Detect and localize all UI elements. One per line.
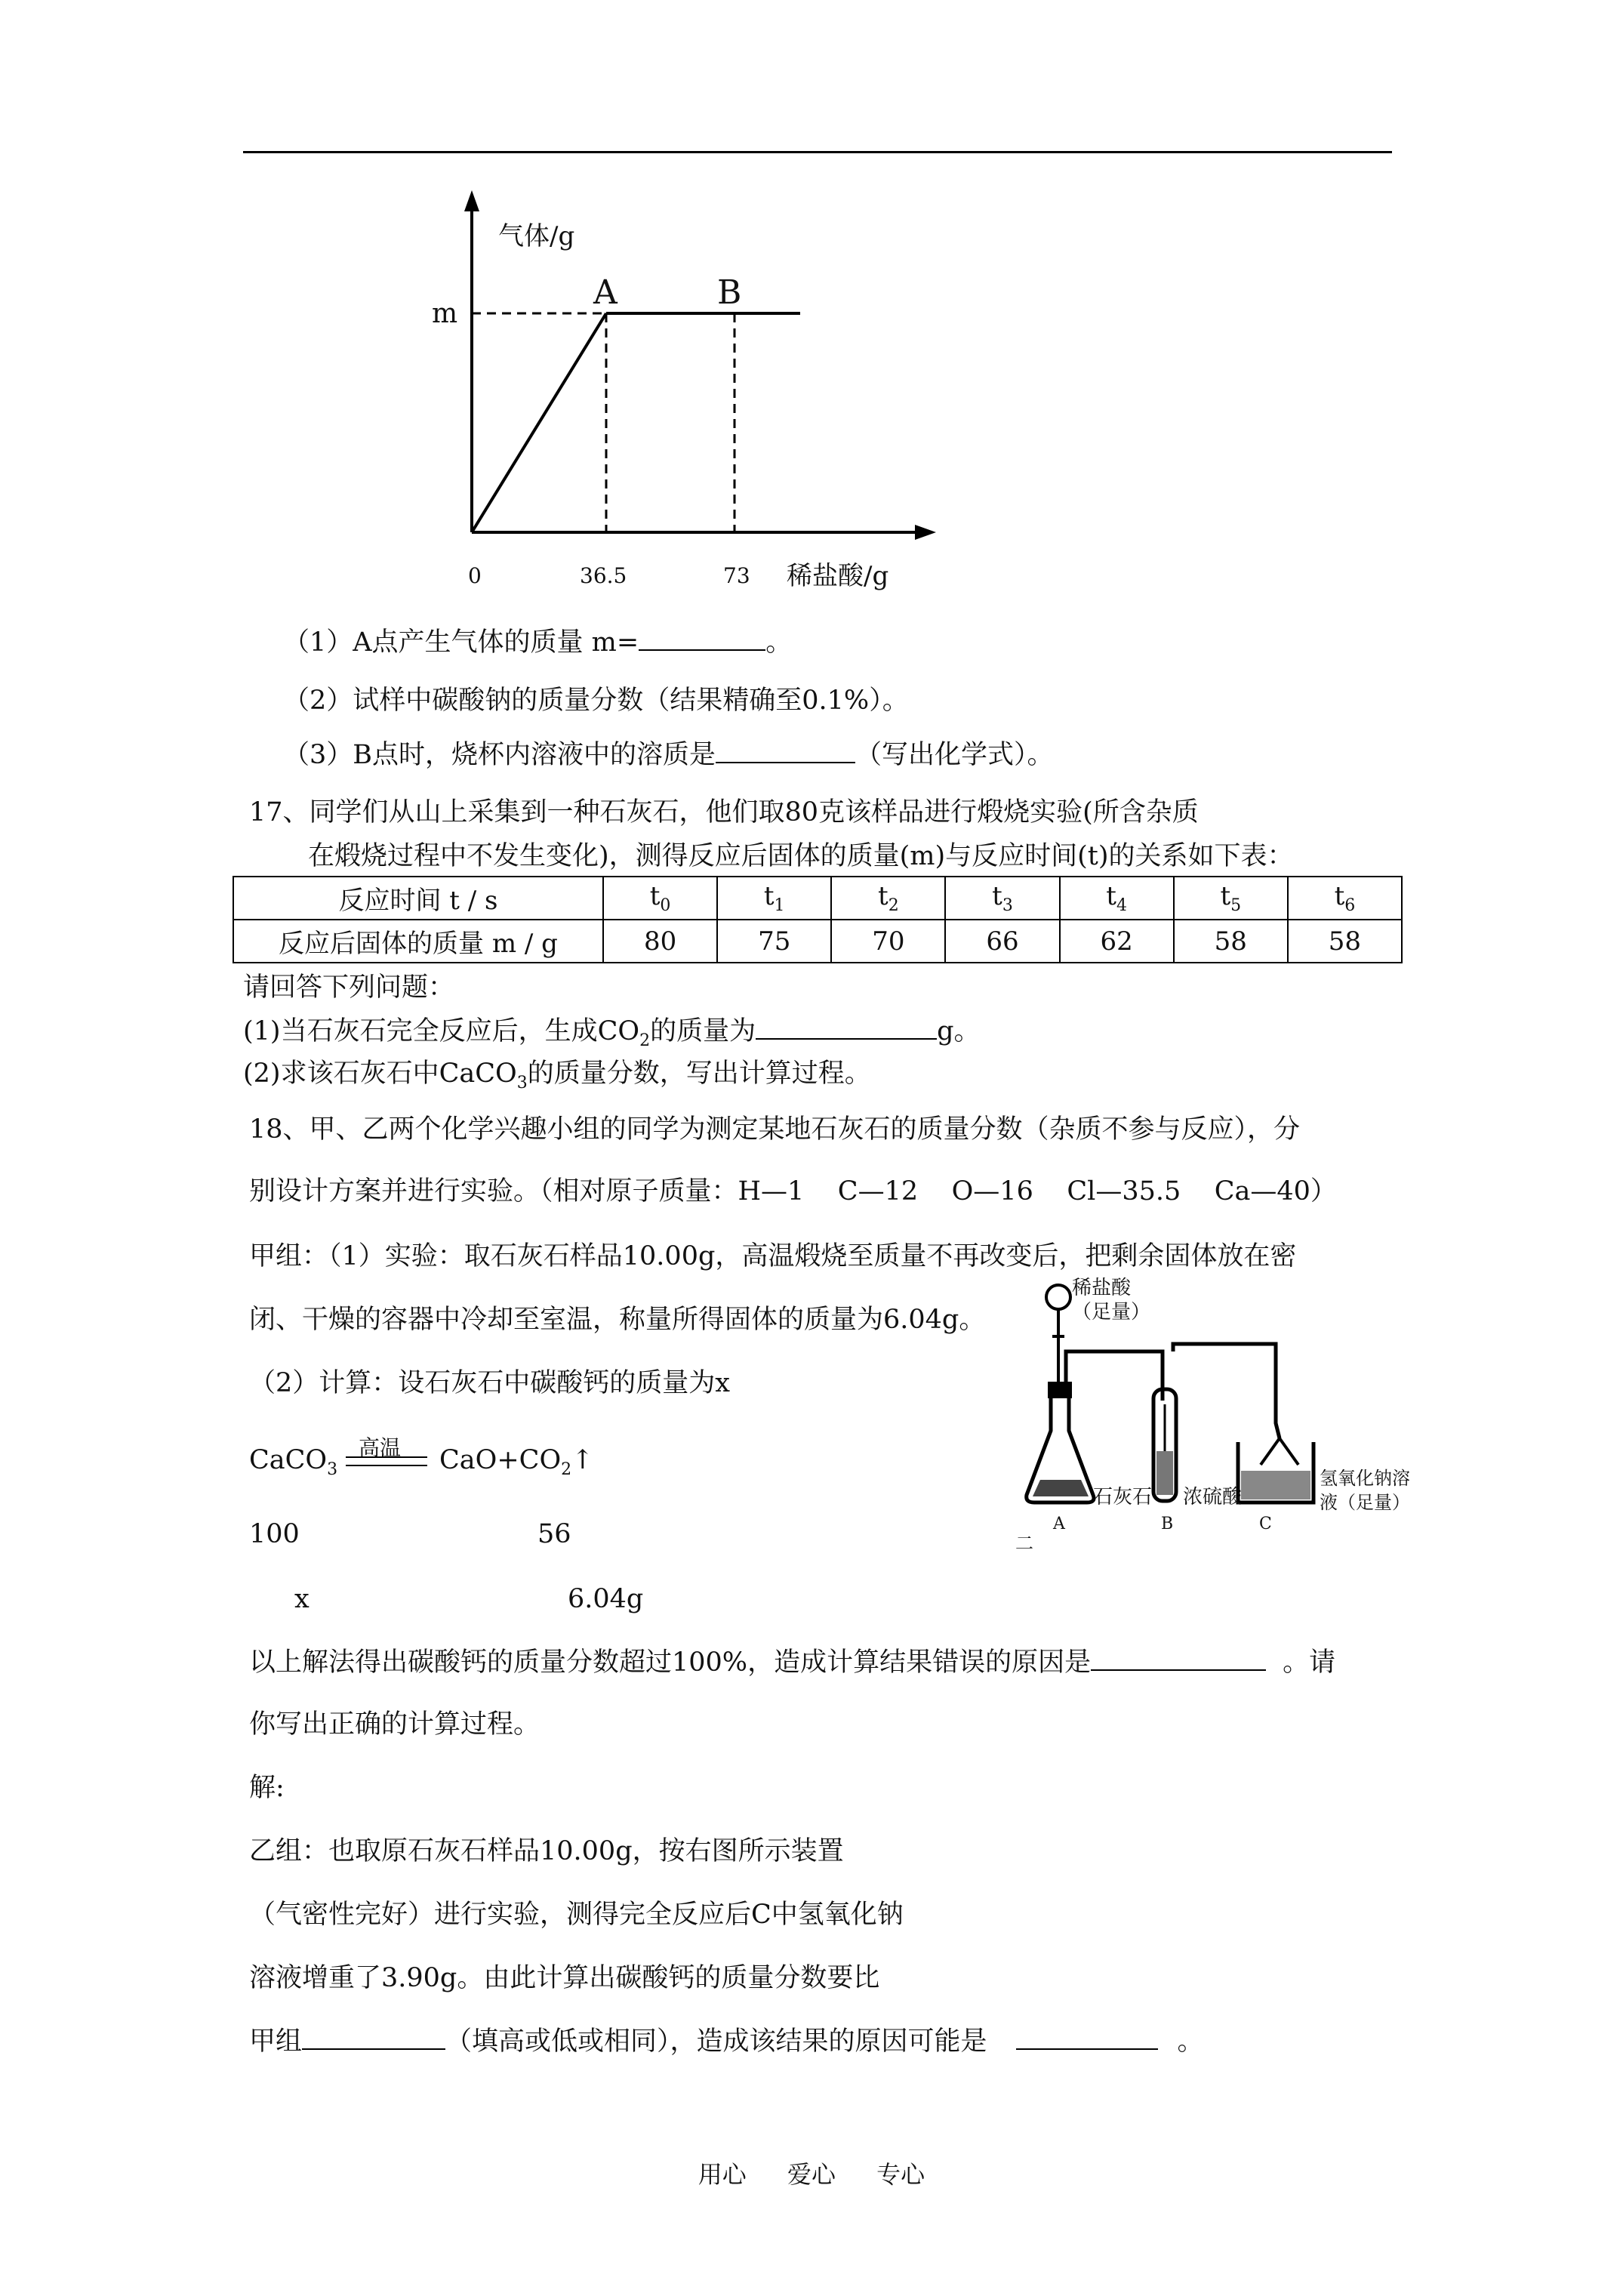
point-b-label: B	[717, 273, 742, 312]
q18-line1: 18、甲、乙两个化学兴趣小组的同学为测定某地石灰石的质量分数（杂质不参与反应），分	[249, 1114, 1301, 1145]
sulfuric-label: 浓硫酸	[1183, 1486, 1243, 1509]
x-axis-label: 稀盐酸/g	[787, 561, 889, 591]
table-row	[233, 877, 1402, 920]
q18-line12: 甲组 （填高或低或相同），造成该结果的原因可能是 。	[249, 2026, 1204, 2057]
q17-line2: 在煅烧过程中不发生变化)，测得反应后固体的质量(m)与反应时间(t)的关系如下表：	[308, 841, 1294, 871]
q17-line1: 17、同学们从山上采集到一种石灰石，他们取80克该样品进行煅烧实验(所含杂质	[249, 797, 1199, 827]
point-a-label: A	[593, 273, 617, 312]
label-b: B	[1161, 1515, 1174, 1533]
eq-x: x	[294, 1584, 310, 1614]
q16-part3-end: （写出化学式）。	[855, 740, 1054, 770]
q18-line6: 以上解法得出碳酸钙的质量分数超过100%，造成计算结果错误的原因是 。请	[249, 1647, 1336, 1678]
table-cell-m0: 80	[603, 920, 717, 963]
tube-a-b	[1066, 1351, 1163, 1401]
eq-num-56: 56	[537, 1519, 571, 1549]
q18-line4: 闭、干燥的容器中冷却至室温，称量所得固体的质量为6.04g。	[249, 1305, 986, 1335]
q18-line5: （2）计算：设石灰石中碳酸钙的质量为x	[249, 1368, 731, 1398]
table-header-mass: 反应后固体的质量 m / g	[233, 920, 603, 963]
footer-word-2: 爱心	[787, 2160, 836, 2189]
x-axis-arrow	[915, 525, 936, 540]
label-a: A	[1053, 1515, 1065, 1533]
q18-compare-blank[interactable]	[302, 2026, 445, 2050]
q16-part3	[283, 738, 1054, 772]
y-axis-label: 气体/g	[498, 221, 575, 251]
q17-sub1: (1)当石灰石完全反应后，生成$CO_2$的质量为 g。	[243, 1016, 981, 1050]
q17-sub2: (2)求该石灰石中CaCO$_3$的质量分数，写出计算过程。	[243, 1059, 871, 1093]
table-cell-m1: 75	[717, 920, 831, 963]
acid-label: 稀盐酸（足量）	[1072, 1277, 1151, 1324]
table-cell-m4: 62	[1060, 920, 1174, 963]
m-label: m	[432, 298, 458, 329]
q17-ask: 请回答下列问题：	[243, 972, 455, 1003]
table-cell-t4: $t_4$	[1060, 877, 1174, 920]
q16-part1-blank[interactable]	[639, 627, 765, 651]
q18-line11: 溶液增重了3.90g。由此计算出碳酸钙的质量分数要比	[249, 1963, 880, 1993]
q17-table	[233, 876, 1403, 963]
x-tick-0: 0	[468, 563, 482, 588]
q18-cause-blank[interactable]	[1016, 2026, 1158, 2050]
table-cell-m6: 58	[1288, 920, 1402, 963]
q16-part1-text: （1）A点产生气体的质量 m=	[283, 627, 639, 658]
q18-line3: 甲组：（1）实验：取石灰石样品10.00g，高温煅烧至质量不再改变后，把剩余固体放在密	[249, 1241, 1297, 1271]
equation-condition: 高温	[359, 1435, 402, 1460]
tube-b-c	[1173, 1344, 1280, 1438]
q16-part1	[283, 626, 792, 659]
q17-co2-blank[interactable]	[756, 1015, 937, 1040]
q18-line2: 别设计方案并进行实验。（相对原子质量：H—1 C—12 O—16 Cl—35.5 Ca—40）	[249, 1176, 1337, 1207]
footer-word-1: 用心	[698, 2160, 747, 2189]
x-tick-36-5: 36.5	[580, 563, 627, 588]
table-cell-t0: $t_0$	[603, 877, 717, 920]
q16-part1-end: 。	[765, 627, 793, 658]
footer-word-3: 专心	[876, 2160, 925, 2189]
page-footer	[0, 2156, 1623, 2190]
table-header-time: 反应时间 t / s	[233, 877, 603, 920]
label-c: C	[1259, 1515, 1272, 1533]
eq-num-100: 100	[249, 1519, 300, 1549]
q16-part3-blank[interactable]	[716, 739, 855, 763]
table-cell-t1: $t_1$	[717, 877, 831, 920]
table-cell-t2: $t_2$	[831, 877, 945, 920]
rising-line	[472, 313, 606, 532]
mark-label: 二	[1015, 1533, 1033, 1554]
dropping-funnel	[1046, 1285, 1070, 1309]
q18-line10: （气密性完好）进行实验，测得完全反应后C中氢氧化钠	[249, 1900, 904, 1930]
header-rule	[243, 151, 1392, 153]
q16-part3-text: （3）B点时，烧杯内溶液中的溶质是	[283, 740, 716, 770]
table-cell-t6: $t_6$	[1288, 877, 1402, 920]
q18-reason-blank[interactable]	[1091, 1647, 1266, 1671]
table-cell-t5: $t_5$	[1174, 877, 1288, 920]
q18-line8: 解:	[249, 1773, 285, 1803]
q18-line9: 乙组：也取原石灰石样品10.00g，按右图所示装置	[249, 1836, 844, 1866]
stone-label: 石灰石	[1093, 1486, 1153, 1509]
table-row	[233, 920, 1402, 963]
q16-part2: （2）试样中碳酸钠的质量分数（结果精确至0.1%）。	[283, 686, 909, 716]
y-axis-arrow	[464, 190, 479, 211]
q18-line7: 你写出正确的计算过程。	[249, 1709, 540, 1740]
naoh-label: 氢氧化钠溶液（足量）	[1320, 1468, 1410, 1513]
table-cell-t3: $t_3$	[945, 877, 1059, 920]
table-cell-m2: 70	[831, 920, 945, 963]
equation-equal-sign	[346, 1456, 427, 1466]
table-cell-m5: 58	[1174, 920, 1288, 963]
equation-left: CaCO$_3$	[249, 1445, 338, 1479]
table-cell-m3: 66	[945, 920, 1059, 963]
equation-right: $CaO+CO_2↑$	[439, 1445, 594, 1479]
x-tick-73: 73	[723, 563, 750, 588]
eq-num-604: 6.04g	[568, 1584, 644, 1614]
